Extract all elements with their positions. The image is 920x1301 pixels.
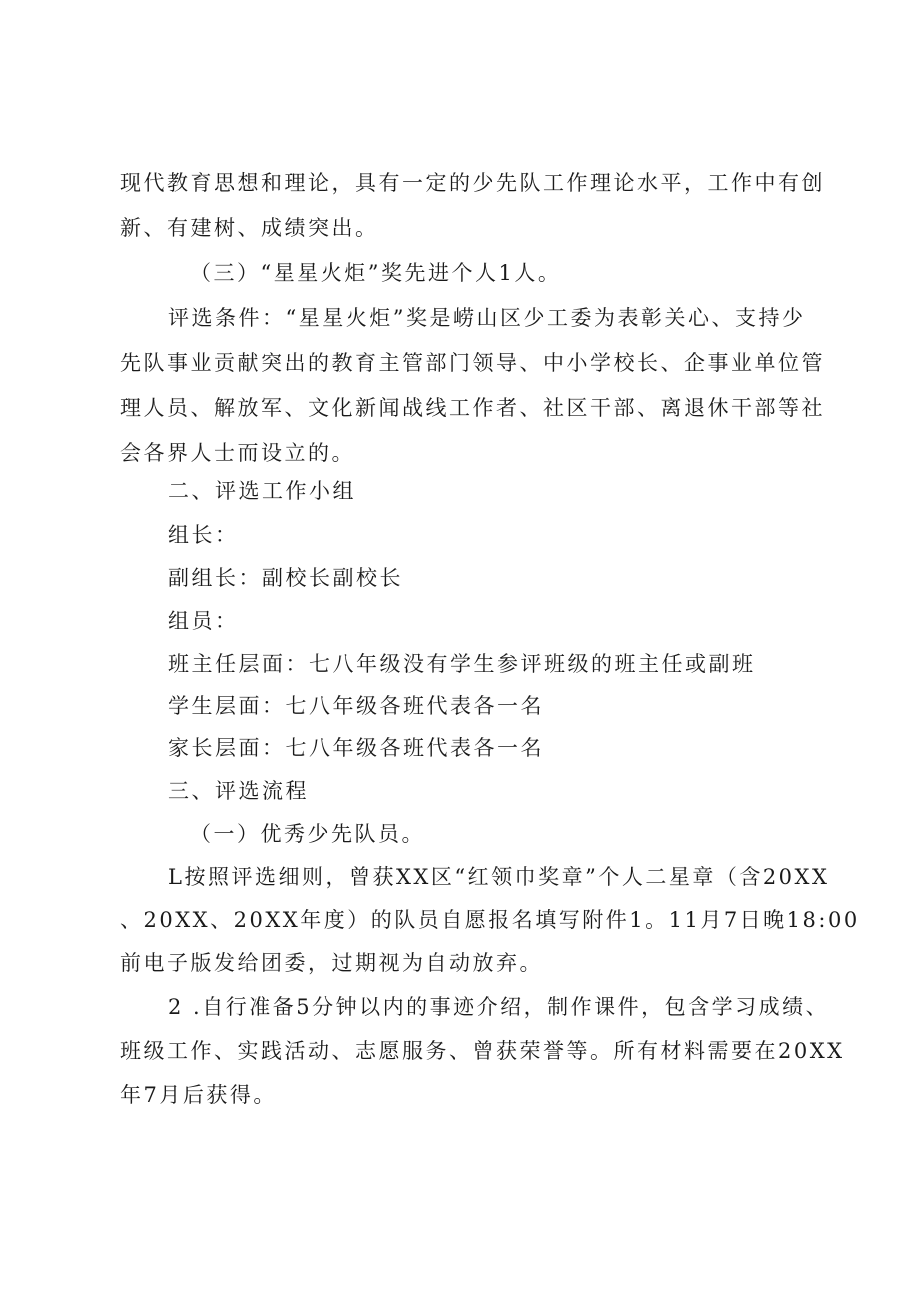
subsection-heading-excellent-member: （一）优秀少先队员。 [190, 822, 425, 846]
paragraph-line-6: 理人员、解放军、文化新闻战线工作者、社区干部、离退休干部等社 [120, 396, 825, 420]
section-heading-process: 三、评选流程 [168, 779, 309, 803]
deputy-leader-line: 副组长：副校长副校长 [168, 566, 403, 590]
section-heading-work-group: 二、评选工作小组 [168, 479, 356, 503]
student-level-line: 学生层面：七八年级各班代表各一名 [168, 694, 544, 718]
paragraph-line-22: 年7月后获得。 [120, 1083, 277, 1107]
teacher-level-line: 班主任层面：七八年级没有学生参评班级的班主任或副班 [168, 652, 756, 676]
members-line: 组员： [168, 609, 239, 633]
paragraph-line-2: 新、有建树、成绩突出。 [120, 216, 379, 240]
paragraph-line-20: 2 .自行准备5分钟以内的事迹介绍，制作课件，包含学习成绩、 [168, 995, 830, 1019]
paragraph-line-21: 班级工作、实践活动、志愿服务、曾获荣誉等。所有材料需要在20XX [120, 1039, 845, 1063]
paragraph-line-5: 先队事业贡献突出的教育主管部门领导、中小学校长、企事业单位管 [120, 351, 825, 375]
paragraph-line-7: 会各界人士而设立的。 [120, 441, 355, 465]
paragraph-line-18: 、20XX、20XX年度）的队员自愿报名填写附件1。11月7日晚18:00 [120, 908, 860, 932]
paragraph-line-19: 前电子版发给团委，过期视为自动放弃。 [120, 951, 543, 975]
paragraph-line-17: L按照评选细则，曾获XX区“红领巾奖章”个人二星章（含20XX [168, 865, 830, 889]
section-heading-star-torch: （三）“星星火炬”奖先进个人1人。 [190, 261, 562, 285]
paragraph-line-4: 评选条件：“星星火炬”奖是崂山区少工委为表彰关心、支持少 [168, 306, 806, 330]
group-leader-line: 组长： [168, 523, 239, 547]
parent-level-line: 家长层面：七八年级各班代表各一名 [168, 736, 544, 760]
paragraph-line-1: 现代教育思想和理论，具有一定的少先队工作理论水平，工作中有创 [120, 171, 825, 195]
